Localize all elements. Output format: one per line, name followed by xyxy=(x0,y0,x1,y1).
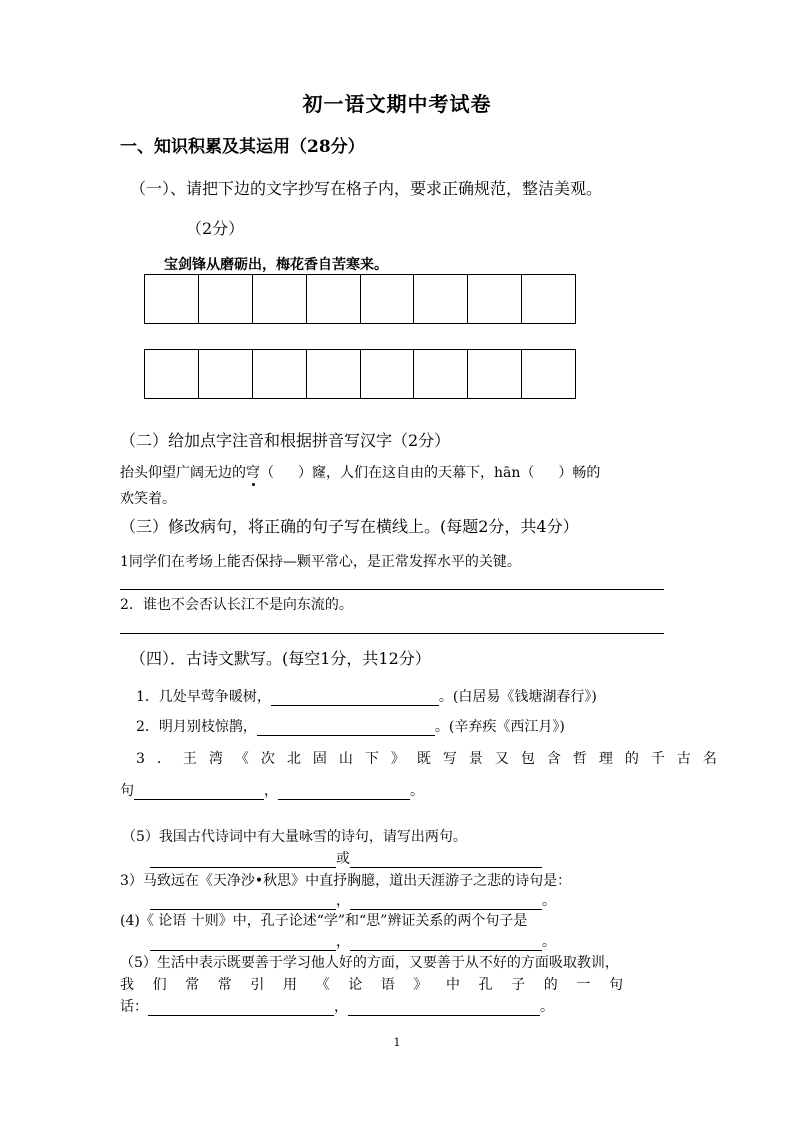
answer-blank[interactable] xyxy=(150,936,336,951)
life-question-line3 xyxy=(120,996,554,1016)
answer-line[interactable] xyxy=(120,633,664,634)
or-text: 或 xyxy=(336,851,350,867)
grid-cell[interactable] xyxy=(307,350,361,398)
part2-text-b: （ xyxy=(260,465,274,481)
grid-cell[interactable] xyxy=(522,275,575,323)
comma: ， xyxy=(264,783,278,799)
poem-q2 xyxy=(136,716,565,736)
page-title: 初一语文期中考试卷 xyxy=(302,92,492,116)
period: 。 xyxy=(410,783,424,799)
part2-heading: （二）给加点字注音和根据拼音写汉字（2分） xyxy=(120,431,451,450)
grid-cell[interactable] xyxy=(199,350,253,398)
lunyu-question: (4)《 论语 十则》中，孔子论述“学”和“思”辨证关系的两个句子是 xyxy=(120,913,528,929)
part2-text-a: 抬头仰望广阔无边的 xyxy=(120,465,246,481)
dotted-char: 穹 xyxy=(246,462,260,482)
answer-blank[interactable] xyxy=(350,895,542,910)
answer-blank[interactable] xyxy=(148,1001,334,1016)
answer-blank[interactable] xyxy=(348,1001,540,1016)
part2-text-c: ）窿，人们在这自由的天幕下，hān（ xyxy=(298,465,535,481)
answer-blank[interactable] xyxy=(150,853,336,868)
part2-text-d: ）畅的 xyxy=(558,465,601,481)
period: 。 xyxy=(542,893,556,909)
section-heading-1: 一、知识积累及其运用（28分） xyxy=(120,137,365,157)
grid-cell[interactable] xyxy=(361,275,415,323)
grid-cell[interactable] xyxy=(468,275,522,323)
answer-blank[interactable] xyxy=(134,785,264,800)
poem-q3-line1: 3．王湾《次北固山下》既写景又包含哲理的千古名 xyxy=(136,751,729,767)
comma: ， xyxy=(334,999,348,1015)
answer-line[interactable] xyxy=(120,589,664,590)
answer-blank[interactable] xyxy=(271,691,439,706)
writing-grid-row-1[interactable] xyxy=(144,274,576,324)
copy-text: 宝剑锋从磨砺出，梅花香自苦寒来。 xyxy=(164,257,388,273)
poem-q2-source: 。(辛弃疾《西江月》) xyxy=(434,719,565,735)
poem-q1-source: 。(白居易《钱塘湖春行》) xyxy=(438,689,597,705)
answer-blank[interactable] xyxy=(257,721,435,736)
answer-blank[interactable] xyxy=(278,785,410,800)
grid-cell[interactable] xyxy=(414,275,468,323)
mazhiyuan-answers xyxy=(150,890,556,910)
part1-instruction: （一）、请把下边的文字抄写在格子内，要求正确规范，整洁美观。 xyxy=(130,179,603,198)
comma: ， xyxy=(336,934,350,950)
grid-cell[interactable] xyxy=(145,275,199,323)
grid-cell[interactable] xyxy=(361,350,415,398)
part1-points: （2分） xyxy=(186,219,245,238)
grid-cell[interactable] xyxy=(199,275,253,323)
grid-cell[interactable] xyxy=(414,350,468,398)
part2-line-1 xyxy=(120,462,600,482)
poem-q3-line2 xyxy=(120,780,424,800)
part3-q2: 2．谁也不会否认长江不是向东流的。 xyxy=(120,597,353,613)
life-question-line2: 我们常常引用《论语》中孔子的一句 xyxy=(120,977,642,993)
page-number: 1 xyxy=(393,1036,401,1049)
poem-q2-text: 2．明月别枝惊鹊， xyxy=(136,719,257,735)
grid-cell[interactable] xyxy=(522,350,575,398)
writing-grid-row-2[interactable] xyxy=(144,349,576,399)
part3-q1: 1同学们在考场上能否保持—颗平常心，是正常发挥水平的关键。 xyxy=(120,554,521,570)
grid-cell[interactable] xyxy=(468,350,522,398)
answer-blank[interactable] xyxy=(350,936,542,951)
snow-question: （5）我国古代诗词中有大量咏雪的诗句，请写出两句。 xyxy=(122,829,467,845)
grid-cell[interactable] xyxy=(307,275,361,323)
poem-q1-text: 1．几处早莺争暖树， xyxy=(136,689,271,705)
period: 。 xyxy=(540,999,554,1015)
poem-q1 xyxy=(136,686,597,706)
life-question-line1: （5）生活中表示既要善于学习他人好的方面，又要善于从不好的方面吸取教训， xyxy=(120,955,619,971)
snow-answers xyxy=(150,848,542,868)
grid-cell[interactable] xyxy=(145,350,199,398)
answer-blank[interactable] xyxy=(350,853,542,868)
life-q-text: 话： xyxy=(120,999,148,1015)
period: 。 xyxy=(542,934,556,950)
grid-cell[interactable] xyxy=(253,350,307,398)
answer-blank[interactable] xyxy=(150,895,336,910)
part3-heading: （三）修改病句，将正确的句子写在横线上。(每题2分，共4分） xyxy=(120,517,579,536)
part4-heading: （四）．古诗文默写。(每空1分，共12分） xyxy=(130,649,431,668)
grid-cell[interactable] xyxy=(253,275,307,323)
mazhiyuan-question: 3）马致远在《天净沙•秋思》中直抒胸臆，道出天涯游子之悲的诗句是： xyxy=(120,873,572,889)
part2-line-2: 欢笑着。 xyxy=(120,491,176,507)
lunyu-answers xyxy=(150,931,556,951)
poem-q3-text: 句 xyxy=(120,783,134,799)
comma: ， xyxy=(336,893,350,909)
